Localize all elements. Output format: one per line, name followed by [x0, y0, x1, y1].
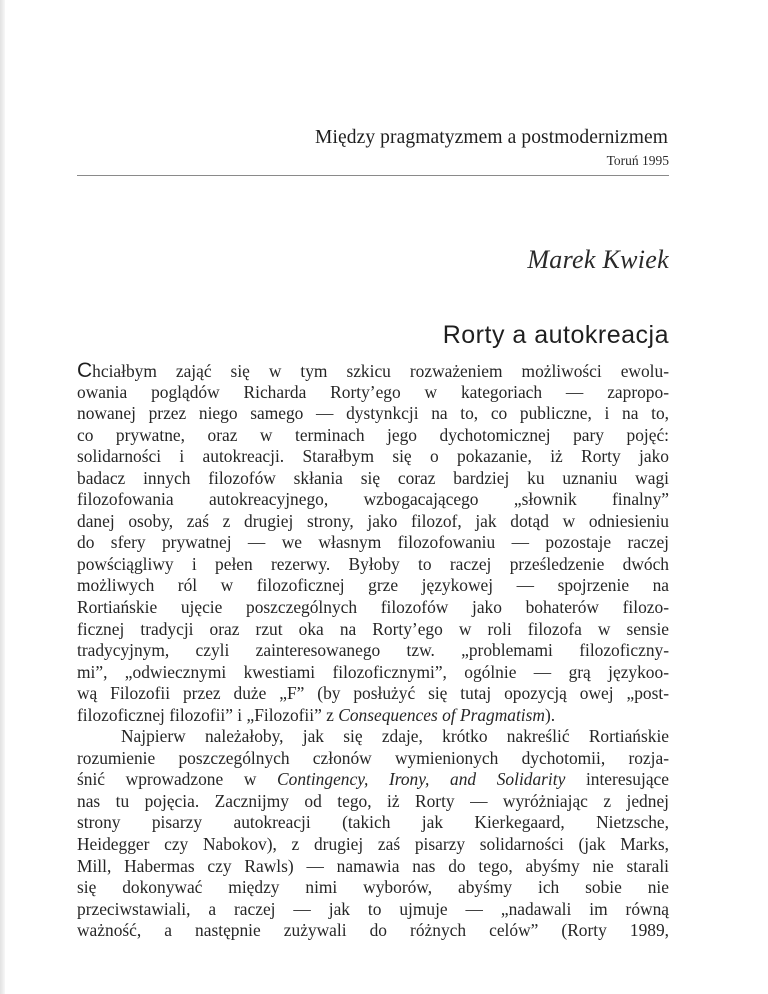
text-line [77, 597, 669, 619]
text-segment: owania poglądów Richarda Rorty’ego w kategoriach — zapropo- [77, 381, 669, 402]
text-line [77, 683, 669, 705]
text-line [77, 446, 669, 468]
text-segment: się dokonywać między nimi wyborów, abyśmy ich sobie nie [77, 877, 669, 898]
running-header [77, 126, 669, 176]
text-segment: ficznej tradycji oraz rzut oka na Rorty’ego w roli filozofa w sensie [77, 618, 669, 639]
text-line [77, 532, 669, 554]
text-segment: śnić wprowadzone w [77, 769, 278, 790]
text-segment: Najpierw należałoby, jak się zdaje, krótko nakreślić Rortiańskie [121, 726, 669, 747]
header-rule [77, 175, 669, 176]
text-line [77, 575, 669, 597]
text-segment: filozofowania autokreacyjnego, wzbogacającego „słownik finalny” [77, 489, 669, 510]
text-segment: filozoficznej filozofii” i „Filozofii” z [77, 704, 339, 725]
text-segment: ważność, a następnie zużywali do różnych celów” (Rorty 1989, [77, 920, 669, 941]
text-line [77, 554, 669, 576]
text-segment: ). [544, 704, 556, 725]
text-line [77, 403, 669, 425]
article-body [77, 360, 669, 942]
page-edge-shadow [0, 0, 5, 994]
text-segment: możliwych ról w filozoficznej grze językowej — spojrzenie na [77, 575, 669, 596]
text-segment: nas tu pojęcia. Zacznijmy od tego, iż Rorty — wyróżniając z jednej [77, 790, 669, 811]
publication-place-year: Toruń 1995 [606, 153, 669, 168]
text-segment: nowanej przez niego samego — dystynkcji na to, co publiczne, i na to, [77, 403, 669, 424]
text-line [77, 468, 669, 490]
article-title: Rorty a autokreacja [442, 321, 669, 349]
book-title-citation: Contingency, Irony, and Solidarity [277, 769, 566, 790]
text-segment: Heidegger czy Nabokov), z drugiej zaś pisarzy solidarności (jak Marks, [77, 834, 669, 855]
text-segment: do sfery prywatnej — we własnym filozofowaniu — pozostaje raczej [77, 532, 669, 553]
paragraph-first-line [77, 726, 669, 748]
text-line [77, 877, 669, 899]
text-segment: solidarności i autokreacji. Starałbym się o pokazanie, iż Rorty jako [77, 446, 669, 467]
text-segment: danej osoby, zaś z drugiej strony, jako filozof, jak dotąd w odniesieniu [77, 510, 669, 531]
text-segment: wą Filozofii przez duże „F” (by posłużyć się tutaj opozycją owej „post- [77, 683, 669, 704]
text-line [77, 382, 669, 404]
book-title-citation: Consequences of Pragmatism [338, 704, 545, 725]
text-line [77, 748, 669, 770]
text-segment: rozumienie poszczególnych członów wymienionych dychotomii, rozja- [77, 747, 669, 768]
text-segment: interesujące [565, 769, 669, 790]
book-title: Między pragmatyzmem a postmodernizmem [315, 127, 668, 148]
text-line [77, 899, 669, 921]
text-line [77, 662, 669, 684]
text-line [77, 791, 669, 813]
text-segment: strony pisarzy autokreacji (takich jak Kierkegaard, Nietzsche, [77, 812, 669, 833]
text-line [77, 425, 669, 447]
text-line [77, 640, 669, 662]
text-segment: mi”, „odwiecznymi kwestiami filozoficznymi”, ogólnie — grą językoo- [77, 661, 669, 682]
text-line [77, 856, 669, 878]
text-segment: Rortiańskie ujęcie poszczególnych filozofów jako bohaterów filozo- [77, 597, 669, 618]
text-line [77, 705, 669, 727]
text-line [77, 489, 669, 511]
text-line [77, 769, 669, 791]
text-segment: badacz innych filozofów skłania się coraz bardziej ku uznaniu wagi [77, 467, 669, 488]
text-line [77, 619, 669, 641]
text-line [77, 834, 669, 856]
text-line [77, 360, 669, 382]
text-segment: tradycyjnym, czyli zainteresowanego tzw. „problemami filozoficzny- [77, 640, 669, 661]
text-segment: Mill, Habermas czy Rawls) — namawia nas do tego, abyśmy nie starali [77, 855, 669, 876]
text-line [77, 920, 669, 942]
text-segment: co prywatne, oraz w terminach jego dychotomicznej pary pojęć: [77, 424, 669, 445]
text-line [77, 511, 669, 533]
text-segment: hciałbym zająć się w tym szkicu rozważeniem możliwości ewolu- [92, 361, 669, 381]
text-line [77, 812, 669, 834]
initial-letter: C [77, 359, 93, 382]
article-author: Marek Kwiek [527, 245, 669, 274]
text-segment: powściągliwy i pełen rezerwy. Byłoby to raczej prześledzenie dwóch [77, 553, 669, 574]
text-segment: przeciwstawiali, a raczej — jak to ujmuje — „nadawali im równą [77, 898, 669, 919]
